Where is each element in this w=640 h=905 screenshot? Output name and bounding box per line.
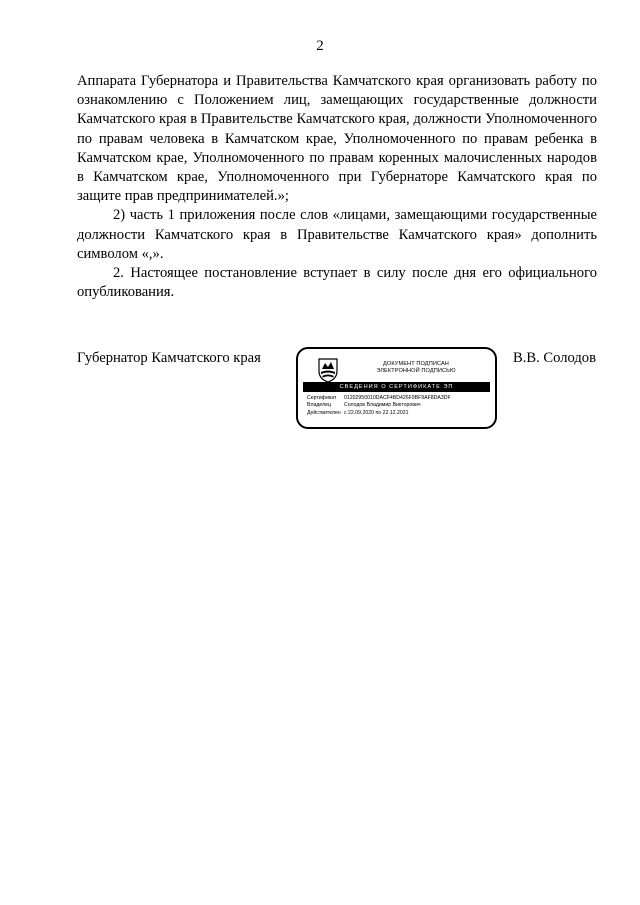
stamp-header-line2: ЭЛЕКТРОННОЙ ПОДПИСЬЮ (376, 368, 456, 374)
stamp-label-owner: Владелец (307, 402, 331, 409)
paragraph-amendment-2: 2) часть 1 приложения после слов «лицами, замещающими государственные должности Камчатского края в Правительстве Камчатского края» дополнить символом «,». (77, 207, 597, 262)
document-body (77, 72, 597, 302)
stamp-details (307, 395, 451, 417)
paragraph-effective-date: 2. Настоящее постановление вступает в силу после дня его официального опубликования. (77, 265, 597, 301)
stamp-value-owner: Солодов Владимир Викторович (344, 402, 421, 409)
stamp-label-validity: Действителен (307, 409, 341, 416)
stamp-value-certificate: 01202950010DACF4BD426F9BF9AF8DA3DF (344, 395, 451, 401)
stamp-row-owner (307, 402, 451, 409)
stamp-label-certificate: Сертификат (307, 395, 337, 401)
stamp-row-validity (307, 410, 451, 417)
electronic-signature-stamp (296, 347, 497, 429)
stamp-certificate-band: СВЕДЕНИЯ О СЕРТИФИКАТЕ ЭП (303, 382, 490, 392)
signatory-name: В.В. Солодов (512, 350, 596, 366)
stamp-header-line1: ДОКУМЕНТ ПОДПИСАН (383, 361, 449, 367)
signatory-title: Губернатор Камчатского края (77, 350, 261, 366)
stamp-row-certificate (307, 395, 451, 402)
stamp-header (346, 361, 486, 375)
paragraph-continuation: Аппарата Губернатора и Правительства Камчатского края организовать работу по ознакомлению с Положением лиц, замещающих государственные должности Камчатского края в Правительстве Камчатского края, должности Уполномоченного по правам человека в Камчатском крае, Уполномоченного по правам ребенка в Камчатском крае, Уполномоченного по правам коренных малочисленных народов в Камчатском крае, Уполномоченного при Губернаторе Камчатского края по защите прав предпринимателей.»; (77, 73, 597, 205)
coat-of-arms-icon (316, 357, 340, 383)
page-number: 2 (316, 38, 324, 54)
stamp-value-validity: с 22.09.2020 по 22.12.2021 (344, 409, 409, 416)
